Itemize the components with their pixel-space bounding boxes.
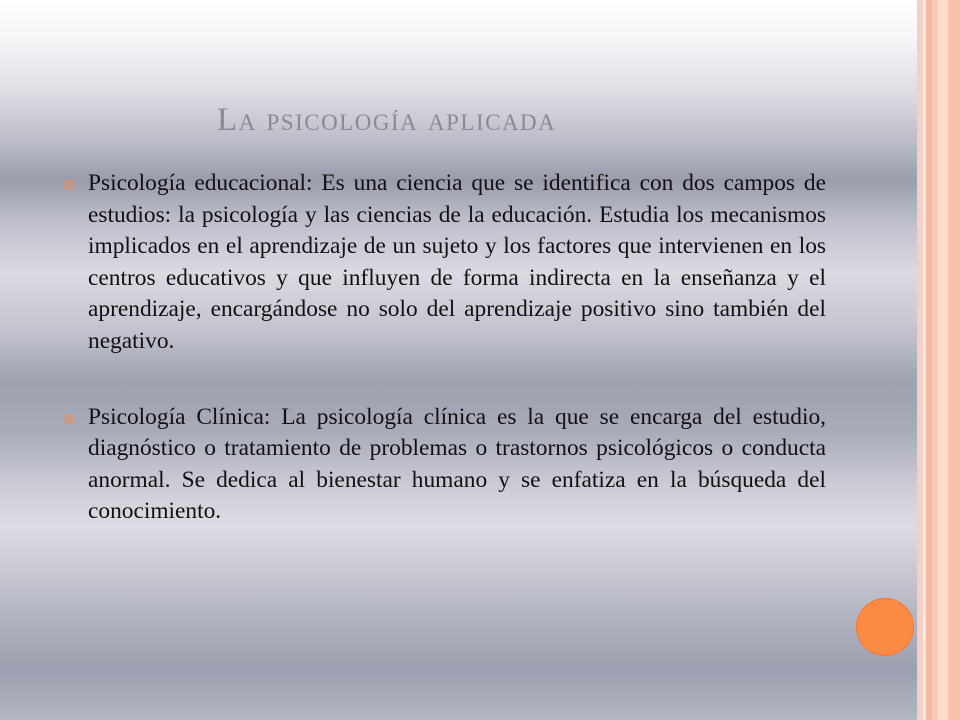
bullet-item xyxy=(64,402,826,528)
bullet-list xyxy=(64,168,826,528)
orange-ring-bullet-icon xyxy=(64,414,74,424)
decorative-stripe xyxy=(938,0,948,720)
slide-title: La psicología aplicada xyxy=(217,102,557,138)
orange-ring-bullet-icon xyxy=(64,180,74,190)
orange-circle-decoration xyxy=(856,598,914,656)
bullet-text: Psicología Clínica: La psicología clínica es la que se encarga del estudio, diagnóstico o tratamiento de problemas o trastornos psicológicos o conducta anormal. Se dedica al bienestar humano y se enfatiza en la búsqueda del conocimiento. xyxy=(88,403,826,525)
bullet-item xyxy=(64,168,826,358)
decorative-stripe xyxy=(948,0,960,720)
bullet-text: Psicología educacional: Es una ciencia que se identifica con dos campos de estudios: la psicología y las ciencias de la educación. Estudia los mecanismos implicados en el aprendizaje de un sujeto y los factores que intervienen en los centros educativos y que influyen de forma indirecta en la enseñanza y el aprendizaje, encargándose no solo del aprendizaje positivo sino también del negativo. xyxy=(88,170,826,354)
